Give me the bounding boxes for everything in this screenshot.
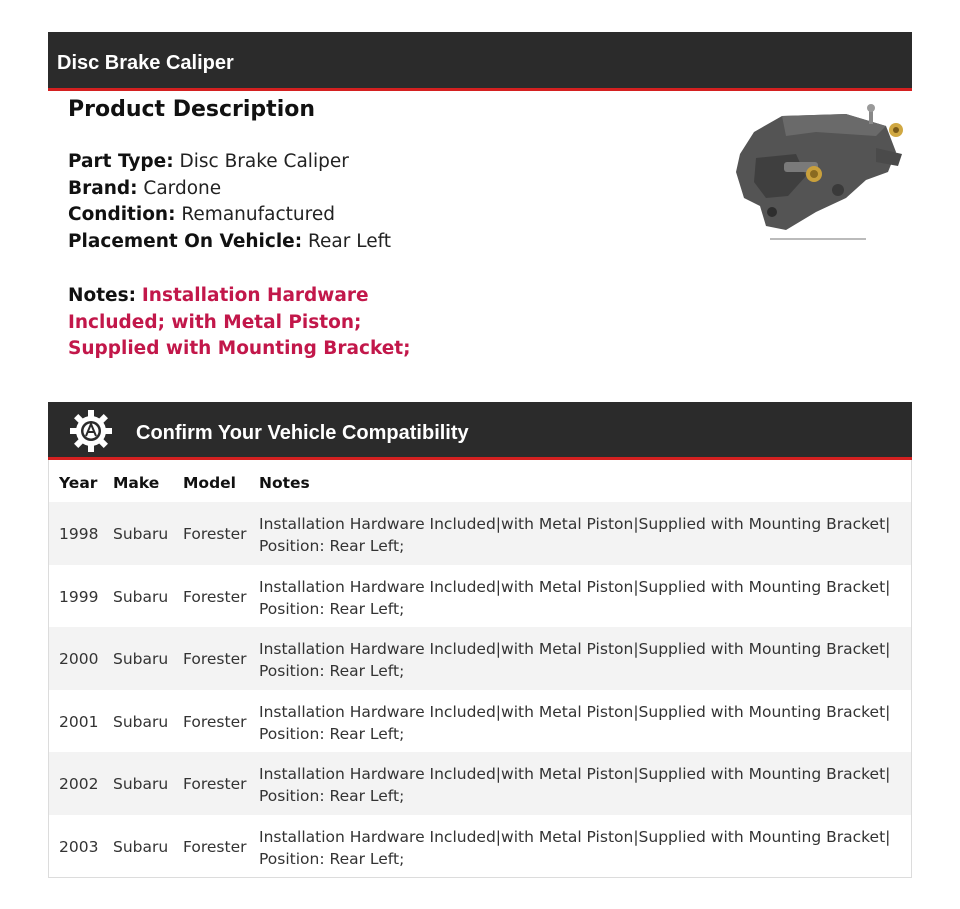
table-row	[49, 752, 911, 815]
table-row	[49, 502, 911, 565]
description-heading: Product Description	[68, 97, 316, 122]
cell-notes: Installation Hardware Included|with Metal Piston|Supplied with Mounting Bracket| Position: Rear Left;	[259, 765, 891, 805]
cell-year: 1998	[59, 525, 99, 543]
spec-part-type	[68, 151, 349, 172]
spec-placement	[68, 231, 391, 252]
notes-label: Notes:	[68, 285, 136, 306]
product-title: Disc Brake Caliper	[57, 52, 234, 74]
cell-year: 2002	[59, 775, 99, 793]
cell-make: Subaru	[113, 525, 169, 543]
cell-model: Forester	[183, 525, 247, 543]
table-header	[49, 460, 911, 502]
spec-value: Disc Brake Caliper	[179, 151, 349, 172]
spec-value: Remanufactured	[181, 204, 335, 225]
cell-notes: Installation Hardware Included|with Metal Piston|Supplied with Mounting Bracket| Position: Rear Left;	[259, 640, 891, 680]
brake-caliper-image	[726, 102, 910, 244]
spec-label: Placement On Vehicle:	[68, 231, 303, 252]
cell-year: 2001	[59, 712, 99, 731]
cell-year: 1999	[59, 587, 99, 606]
cell-model: Forester	[183, 650, 247, 668]
compatibility-title: Confirm Your Vehicle Compatibility	[136, 422, 469, 444]
cell-make: Subaru	[113, 712, 169, 731]
spec-label: Part Type:	[68, 151, 174, 172]
column-make: Make	[113, 474, 160, 492]
table-row	[49, 815, 911, 878]
cell-make: Subaru	[113, 587, 169, 606]
notes-value: Installation Hardware Included; with Metal Piston; Supplied with Mounting Bracket;	[68, 285, 411, 359]
cell-notes: Installation Hardware Included|with Metal Piston|Supplied with Mounting Bracket| Position: Rear Left;	[259, 577, 891, 618]
column-notes: Notes	[259, 474, 310, 492]
cell-notes: Installation Hardware Included|with Metal Piston|Supplied with Mounting Bracket| Position: Rear Left;	[259, 827, 891, 868]
spec-brand	[68, 178, 221, 199]
product-title-bar	[48, 32, 912, 91]
cell-make: Subaru	[113, 837, 169, 856]
table-body	[49, 502, 911, 877]
spec-value: Cardone	[143, 178, 222, 199]
spec-label: Brand:	[68, 178, 138, 199]
cell-model: Forester	[183, 837, 247, 856]
cell-notes: Installation Hardware Included|with Metal Piston|Supplied with Mounting Bracket| Position: Rear Left;	[259, 515, 891, 555]
cell-make: Subaru	[113, 775, 169, 793]
table-row	[49, 690, 911, 753]
table-row	[49, 565, 911, 628]
cell-year: 2003	[59, 837, 99, 856]
cell-model: Forester	[183, 775, 247, 793]
compatibility-bar	[48, 402, 912, 460]
column-model: Model	[183, 474, 236, 492]
cell-year: 2000	[59, 650, 99, 668]
cell-notes: Installation Hardware Included|with Metal Piston|Supplied with Mounting Bracket| Position: Rear Left;	[259, 702, 891, 743]
table-row	[49, 627, 911, 690]
compatibility-table	[48, 460, 912, 878]
column-year: Year	[59, 474, 98, 492]
cell-model: Forester	[183, 712, 247, 731]
spec-condition	[68, 204, 335, 225]
cell-model: Forester	[183, 587, 247, 606]
spec-value: Rear Left	[308, 231, 392, 252]
cell-make: Subaru	[113, 650, 169, 668]
gear-logo-icon	[69, 409, 113, 453]
product-notes	[68, 283, 448, 363]
spec-label: Condition:	[68, 204, 176, 225]
